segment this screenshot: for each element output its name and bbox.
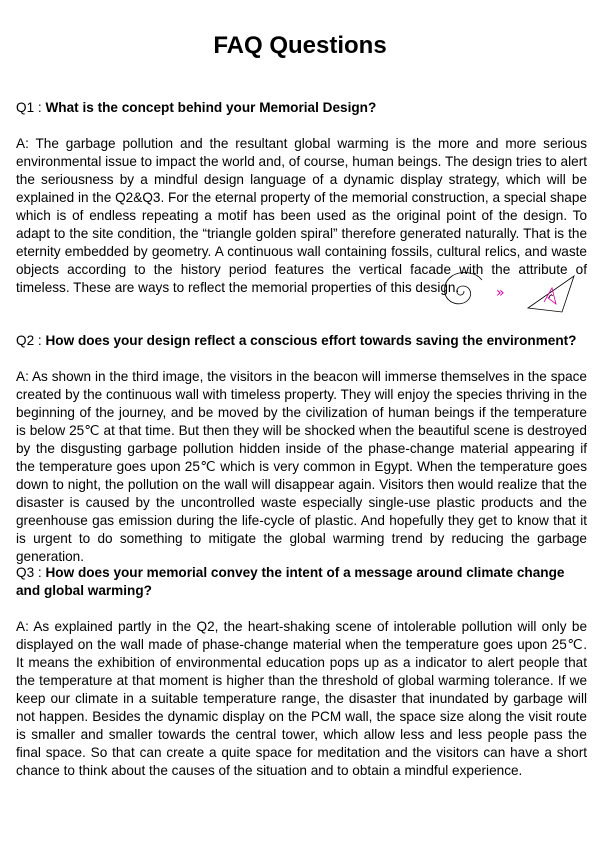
answer-3: A: As explained partly in the Q2, the heart-shaking scene of intolerable pollution will only be displayed on the wall made of phase-change material when the temperature goes upon 25℃. It means the exhibition of environmental education pops up as a indicator to alert people that the temperature at that moment is higher than the threshold of global warming tolerance. If we keep our climate in a suitable temperature range, the disaster that inundated by garbage will not happen. Besides the dynamic display on the PCM wall, the space size along the visit route is smaller and smaller towards the central tower, which allow less and less people pass the final space. So that can create a quite space for meditation and the visitors can have a short chance to think about the causes of the situation and to obtain a mindful experience. bbox=[16, 619, 587, 778]
question-text: How does your memorial convey the intent of a message around climate change and global warming? bbox=[16, 565, 565, 598]
question-number: Q2 : bbox=[16, 333, 46, 348]
question-text: What is the concept behind your Memorial Design? bbox=[45, 100, 377, 115]
question-3 bbox=[16, 564, 586, 600]
spiral-icon bbox=[445, 273, 482, 304]
triangle-icon bbox=[528, 276, 574, 312]
question-text: How does your design reflect a conscious effort towards saving the environment? bbox=[45, 333, 577, 348]
page-title: FAQ Questions bbox=[213, 32, 387, 59]
answer-1: A: The garbage pollution and the resultant global warming is the more and more serious environmental issue to impact the world and, of course, human beings. The design tries to alert the seriousness by a mindful design language of a dynamic display strategy, which will be explained in the Q2&Q3. For the eternal property of the memorial construction, a special shape which is of endless repeating a motif has been used as the original point of the design. To adapt to the site condition, the “triangle golden spiral” therefore generated naturally. That is the eternity embedded by geometry. A continuous wall containing fossils, cultural relics, and waste objects according to the history period features the vertical facade with the attribute of timeless. These are ways to reflect the memorial properties of this design. bbox=[16, 136, 587, 295]
golden-spiral-diagram bbox=[424, 268, 584, 314]
question-number: Q1 : bbox=[16, 100, 46, 115]
question-number: Q3 : bbox=[16, 565, 46, 580]
arrow-icon: » bbox=[496, 285, 505, 301]
answer-2: A: As shown in the third image, the visitors in the beacon will immerse themselves in the space created by the continuous wall with timeless property. They will enjoy the species thriving in the beginning of the journey, and be moved by the civilization of human beings if the temperature is below 25℃ at that time. But then they will be shocked when the beautiful scene is destroyed by the disgusting garbage pollution hidden inside of the phase-change material appearing if the temperature goes upon 25℃ which is very common in Egypt. When the temperature goes down to night, the pollution on the wall will disappear again. Visitors then would realize that the disaster is caused by the uncontrolled waste especially single-use plastic products and the greenhouse gas emission during the life-cycle of plastic. And hopefully they get to know that it is urgent to do something to mitigate the global warming trend by reducing the garbage generation. bbox=[16, 369, 587, 564]
question-1 bbox=[16, 99, 586, 117]
question-2 bbox=[16, 332, 586, 350]
